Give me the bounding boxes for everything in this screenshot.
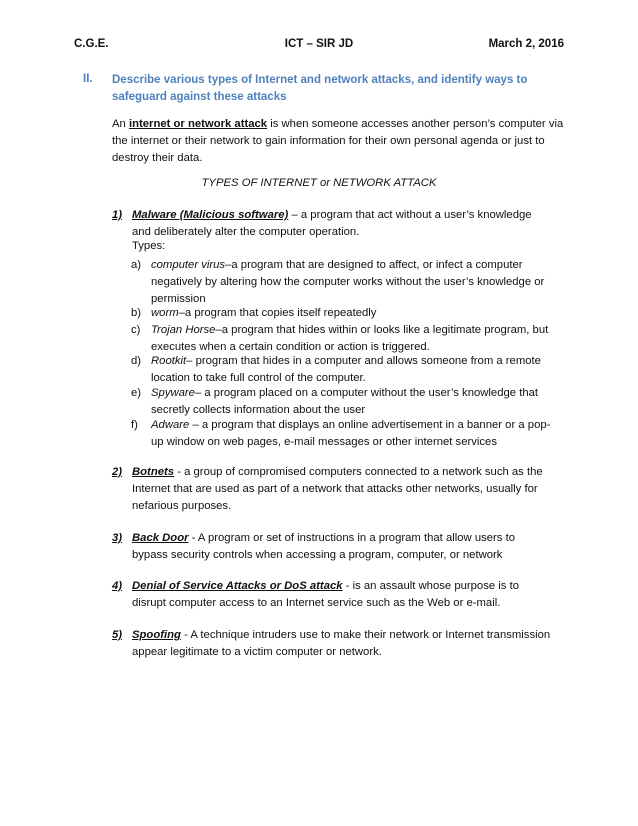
item-term: Back Door: [132, 532, 189, 544]
malware-type-term: Spyware: [151, 387, 195, 399]
malware-type-text: – a program that displays an online advertisement in a banner or a pop-up window on web pages, e-mail messages or other internet services: [151, 419, 551, 449]
item-term: Malware (Malicious software): [132, 209, 289, 221]
section-number: II.: [83, 73, 93, 85]
attack-item-botnets: [112, 464, 552, 516]
item-term: Botnets: [132, 466, 175, 478]
malware-type-term: computer virus: [151, 259, 226, 271]
malware-type-letter: c): [131, 324, 141, 336]
malware-type-term: worm: [151, 307, 179, 319]
item-text: - A program or set of instructions in a program that allow users to bypass security controls when accessing a program, computer, or network: [132, 532, 516, 562]
malware-type-letter: f): [131, 419, 138, 431]
malware-type-item: [131, 322, 551, 356]
intro-prefix: An: [112, 118, 129, 130]
types-heading: TYPES OF INTERNET or NETWORK ATTACK: [201, 177, 437, 189]
malware-type-item: [131, 385, 551, 419]
item-text: - is an assault whose purpose is to disrupt computer access to an Internet service such as the Web or e-mail.: [132, 580, 519, 610]
item-text: - A technique intruders use to make their network or Internet transmission appear legitimate to a victim computer or network.: [132, 629, 551, 659]
malware-type-text: –a program that copies itself repeatedly: [178, 307, 377, 319]
item-term: Denial of Service Attacks or DoS attack: [132, 580, 343, 592]
malware-type-item: [131, 305, 551, 322]
attack-item-dos: [112, 578, 552, 612]
malware-type-text: – a program placed on a computer without the user’s knowledge that secretly collects information about the user: [151, 387, 539, 417]
malware-type-item: [131, 257, 551, 309]
malware-type-letter: b): [131, 307, 142, 319]
malware-type-item: [131, 417, 551, 451]
item-number: 4): [112, 580, 123, 592]
item-term: Spoofing: [132, 629, 181, 641]
malware-type-letter: d): [131, 355, 142, 367]
header-center: ICT – SIR JD: [284, 38, 354, 50]
item-number: 3): [112, 532, 123, 544]
item-text: - a group of compromised computers connected to a network such as the Internet that are used as part of a network that attacks other networks, usually for nefarious purposes.: [132, 466, 543, 513]
intro-paragraph: [112, 116, 567, 168]
malware-type-term: Trojan Horse: [151, 324, 216, 336]
malware-type-letter: a): [131, 259, 142, 271]
section-title: Describe various types of Internet and network attacks, and identify ways to safeguard against these attacks: [112, 74, 528, 103]
malware-type-letter: e): [131, 387, 142, 399]
malware-type-term: Adware: [151, 419, 190, 431]
malware-type-item: [131, 353, 551, 387]
intro-term: internet or network attack: [128, 118, 268, 130]
item-number: 5): [112, 629, 123, 641]
attack-item-spoofing: [112, 627, 552, 661]
malware-type-text: –a program that hides within or looks like a legitimate program, but executes when a certain condition or action is triggered.: [151, 324, 549, 354]
malware-type-text: –a program that are designed to affect, or infect a computer negatively by altering how the computer works without the user’s knowledge or permission: [151, 259, 545, 306]
intro-rest: is when someone accesses another person’s computer via the internet or their network to gain information for their own personal agenda or just to destroy their data.: [112, 118, 564, 165]
item-number: 2): [112, 466, 123, 478]
attack-item-malware: [112, 207, 552, 241]
malware-type-term: Rootkit: [151, 355, 187, 367]
item-text: – a program that act without a user’s knowledge and deliberately alter the computer operation.: [132, 209, 532, 239]
malware-types-label: Types:: [132, 240, 166, 252]
item-number: 1): [112, 209, 123, 221]
header-date: March 2, 2016: [488, 38, 564, 50]
header-left: C.G.E.: [74, 38, 109, 50]
attack-item-back-door: [112, 530, 552, 564]
malware-type-text: – program that hides in a computer and allows someone from a remote location to take full control of the computer.: [151, 355, 541, 385]
